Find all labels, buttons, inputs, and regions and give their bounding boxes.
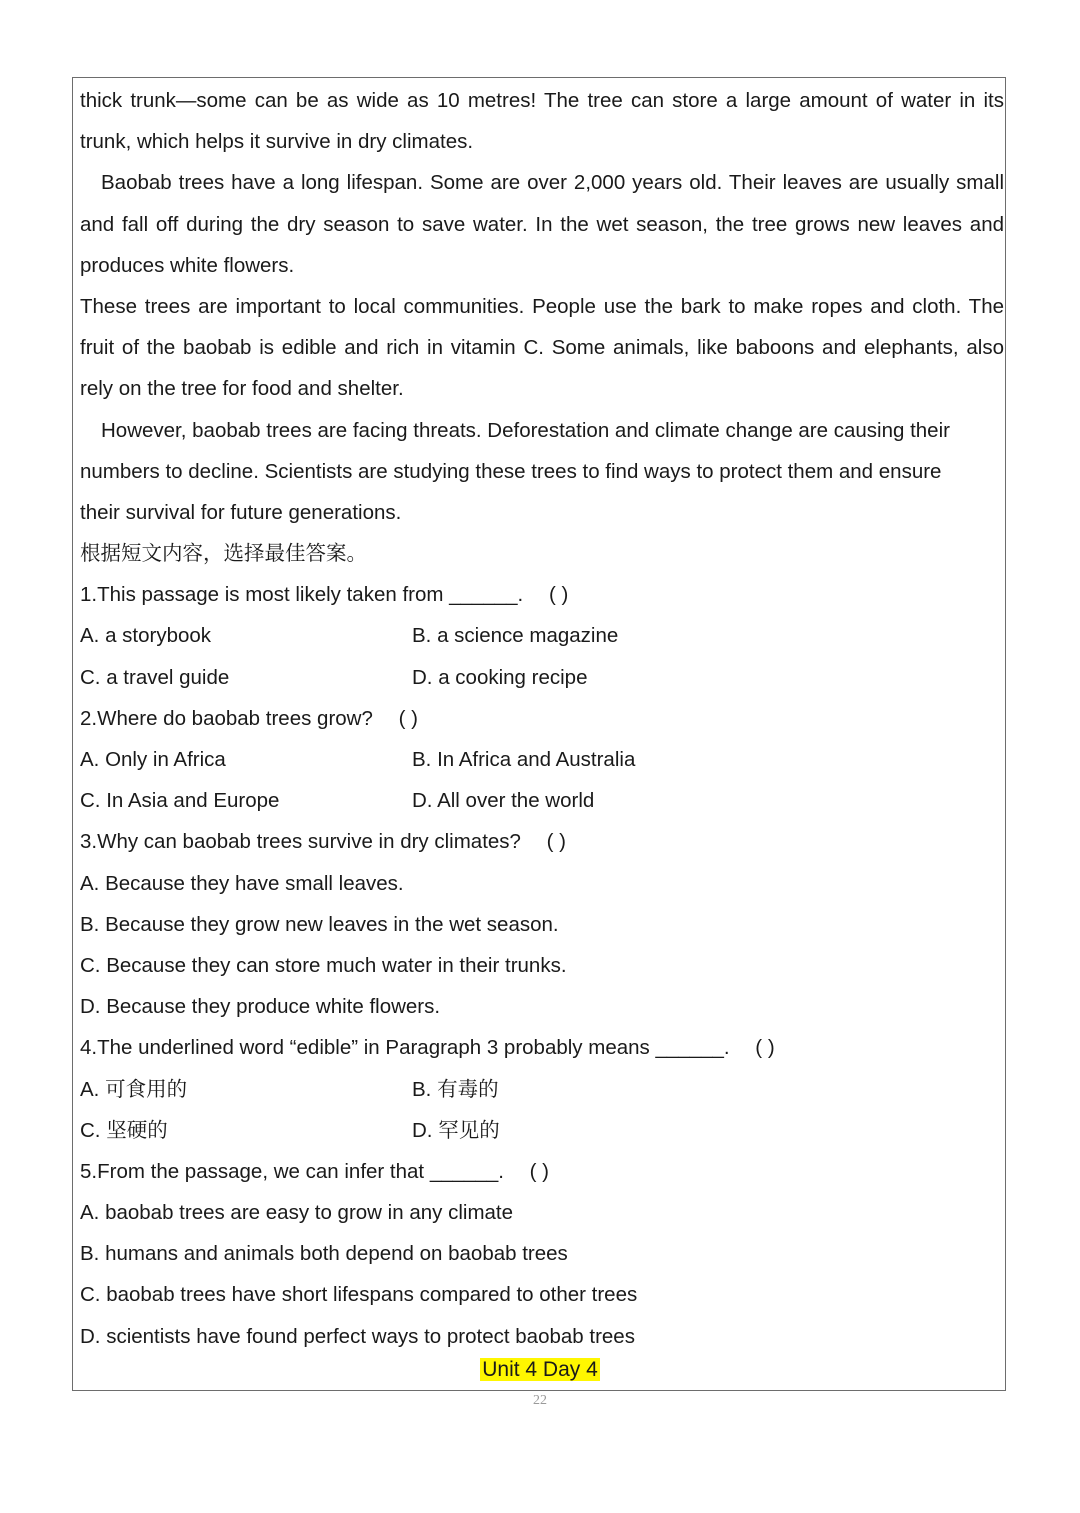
answer-blank[interactable]: ( )	[398, 706, 418, 730]
question-2-options-row	[80, 739, 1004, 780]
option-b[interactable]: B. a science magazine	[412, 624, 619, 648]
page-number: 22	[533, 1393, 547, 1408]
option-d[interactable]: D. a cooking recipe	[412, 665, 588, 689]
option-d[interactable]: D. 罕见的	[412, 1118, 500, 1142]
option-c[interactable]: C. a travel guide	[80, 665, 230, 689]
passage-line: fruit of the baobab is edible and rich in vitamin C. Some animals, like baboons and elephants, also	[80, 336, 1004, 360]
passage-line: thick trunk—some can be as wide as 10 metres! The tree can store a large amount of water in its	[80, 89, 1004, 112]
option-c[interactable]: C. In Asia and Europe	[80, 789, 280, 813]
unit-day-label	[0, 1355, 1080, 1385]
question-text: 5.From the passage, we can infer that ______.	[80, 1159, 504, 1183]
answer-blank[interactable]: ( )	[548, 583, 569, 607]
instruction-text: 根据短文内容，选择最佳答案。	[80, 542, 367, 566]
option-c[interactable]: C. Because they can store much water in their trunks.	[80, 953, 567, 977]
question-2-stem	[80, 698, 1004, 739]
passage-line: These trees are important to local communities. People use the bark to make ropes and cloth. The	[80, 294, 1004, 318]
passage-line: trunk, which helps it survive in dry climates.	[80, 130, 474, 154]
question-4-options-row	[80, 1069, 1004, 1110]
question-1-stem	[80, 574, 1004, 615]
passage-line: Baobab trees have a long lifespan. Some are over 2,000 years old. Their leaves are usually small	[101, 171, 1004, 195]
worksheet-content	[80, 80, 1004, 1357]
question-text: 4.The underlined word “edible” in Paragraph 3 probably means ______.	[80, 1036, 730, 1060]
question-text: 1.This passage is most likely taken from ______.	[80, 583, 524, 607]
option-c[interactable]: C. 坚硬的	[80, 1118, 168, 1142]
question-text: 2.Where do baobab trees grow?	[80, 706, 373, 730]
option-b[interactable]: B. humans and animals both depend on baobab trees	[80, 1242, 568, 1266]
option-b[interactable]: B. Because they grow new leaves in the wet season.	[80, 912, 559, 936]
question-4-options-row	[80, 1110, 1004, 1151]
question-3-stem	[80, 821, 1004, 862]
option-a[interactable]: A. 可食用的	[80, 1077, 188, 1101]
option-d[interactable]: D. All over the world	[412, 789, 595, 813]
option-c[interactable]: C. baobab trees have short lifespans compared to other trees	[80, 1283, 638, 1307]
highlighted-unit-title: Unit 4 Day 4	[482, 1358, 598, 1381]
passage-line: produces white flowers.	[80, 253, 295, 277]
question-1-options-row	[80, 615, 1004, 656]
passage-line: rely on the tree for food and shelter.	[80, 377, 404, 401]
passage-line: and fall off during the dry season to save water. In the wet season, the tree grows new leaves and	[80, 212, 1004, 236]
option-b[interactable]: B. In Africa and Australia	[412, 748, 636, 771]
passage-line: numbers to decline. Scientists are studying these trees to find ways to protect them and ensure	[80, 459, 942, 483]
option-a[interactable]: A. baobab trees are easy to grow in any climate	[80, 1201, 514, 1225]
answer-blank[interactable]: ( )	[529, 1159, 549, 1183]
question-2-options-row	[80, 780, 1004, 821]
option-d[interactable]: D. scientists have found perfect ways to protect baobab trees	[80, 1324, 635, 1348]
answer-blank[interactable]: ( )	[755, 1036, 775, 1060]
question-4-stem	[80, 1027, 1004, 1068]
question-1-options-row	[80, 657, 1004, 698]
question-text: 3.Why can baobab trees survive in dry climates?	[80, 830, 521, 854]
question-5-stem	[80, 1151, 1004, 1192]
option-a[interactable]: A. Only in Africa	[80, 748, 226, 771]
option-a[interactable]: A. Because they have small leaves.	[80, 871, 404, 895]
passage-line: However, baobab trees are facing threats. Deforestation and climate change are causing their	[101, 418, 950, 442]
passage-line: their survival for future generations.	[80, 500, 402, 524]
option-b[interactable]: B. 有毒的	[412, 1077, 499, 1101]
option-a[interactable]: A. a storybook	[80, 624, 212, 648]
answer-blank[interactable]: ( )	[546, 830, 567, 854]
option-d[interactable]: D. Because they produce white flowers.	[80, 995, 441, 1019]
